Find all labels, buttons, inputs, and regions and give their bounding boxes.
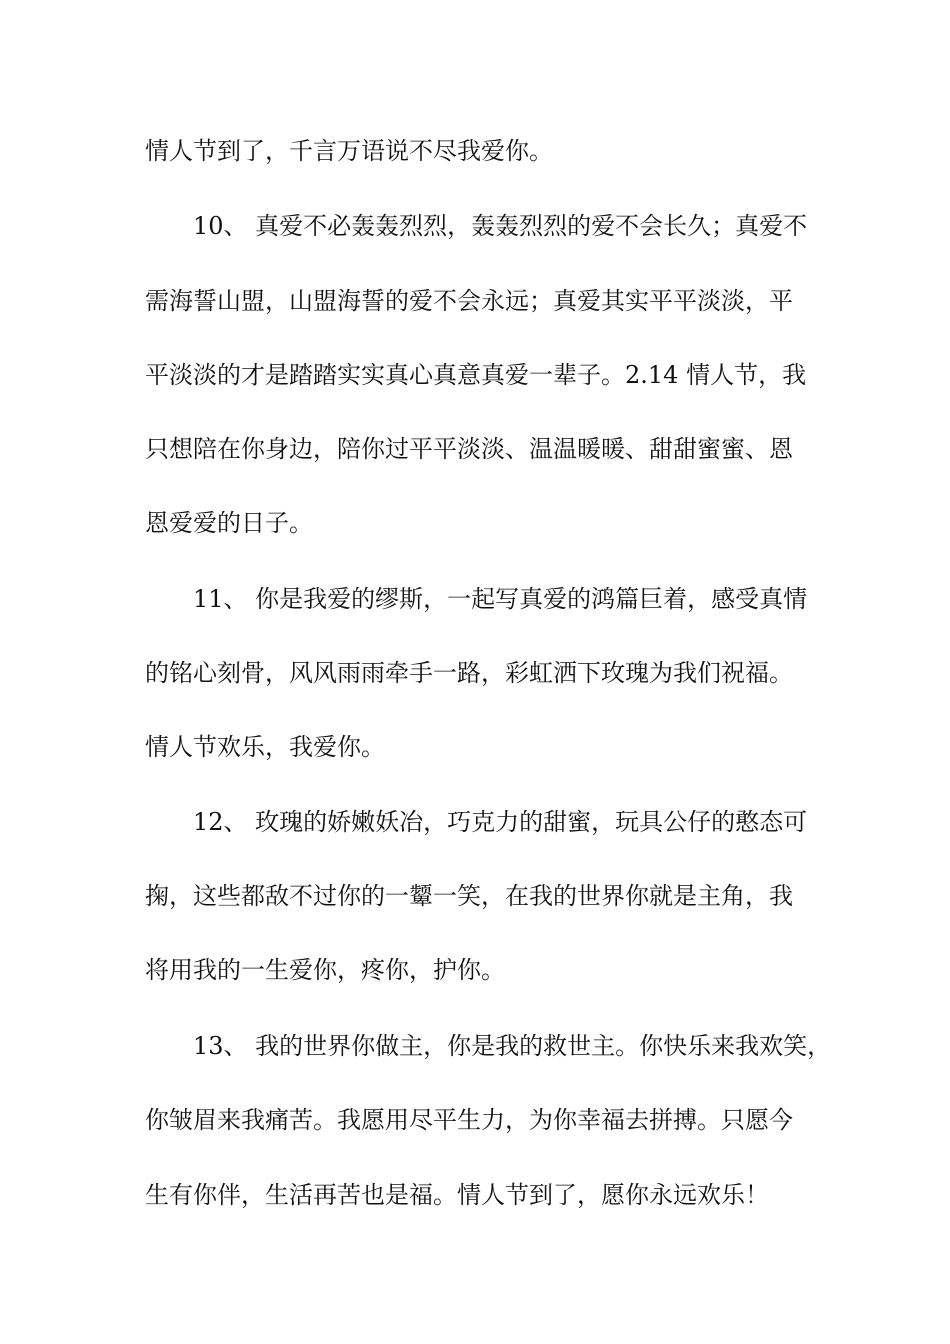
text-line: 掬，这些都敌不过你的一颦一笑，在我的世界你就是主角，我	[145, 882, 793, 910]
text-line: 将用我的一生爱你，疼你，护你。	[145, 956, 505, 984]
text-line: 情人节欢乐，我爱你。	[145, 733, 385, 761]
text-line: 只想陪在你身边，陪你过平平淡淡、温温暖暖、甜甜蜜蜜、恩	[145, 435, 793, 463]
text-line: 生有你伴，生活再苦也是福。情人节到了，愿你永远欢乐！	[145, 1181, 769, 1209]
paragraph-10-line: 10、 真爱不必轰轰烈烈，轰轰烈烈的爱不会长久；真爱不	[193, 212, 808, 240]
text-line: 平淡淡的才是踏踏实实真心真意真爱一辈子。2.14 情人节，我	[145, 361, 807, 389]
text-line: 恩爱爱的日子。	[145, 509, 313, 537]
text-line: 情人节到了，千言万语说不尽我爱你。	[145, 137, 553, 165]
paragraph-11-line: 11、 你是我爱的缪斯，一起写真爱的鸿篇巨着，感受真情	[193, 585, 808, 613]
text-line: 的铭心刻骨，风风雨雨牵手一路，彩虹洒下玫瑰为我们祝福。	[145, 659, 793, 687]
text-line: 你皱眉来我痛苦。我愿用尽平生力，为你幸福去拼搏。只愿今	[145, 1106, 793, 1134]
paragraph-13-line: 13、 我的世界你做主，你是我的救世主。你快乐来我欢笑，	[193, 1032, 832, 1060]
paragraph-12-line: 12、 玫瑰的娇嫩妖冶，巧克力的甜蜜，玩具公仔的憨态可	[193, 808, 808, 836]
text-line: 需海誓山盟，山盟海誓的爱不会永远；真爱其实平平淡淡，平	[145, 287, 793, 315]
